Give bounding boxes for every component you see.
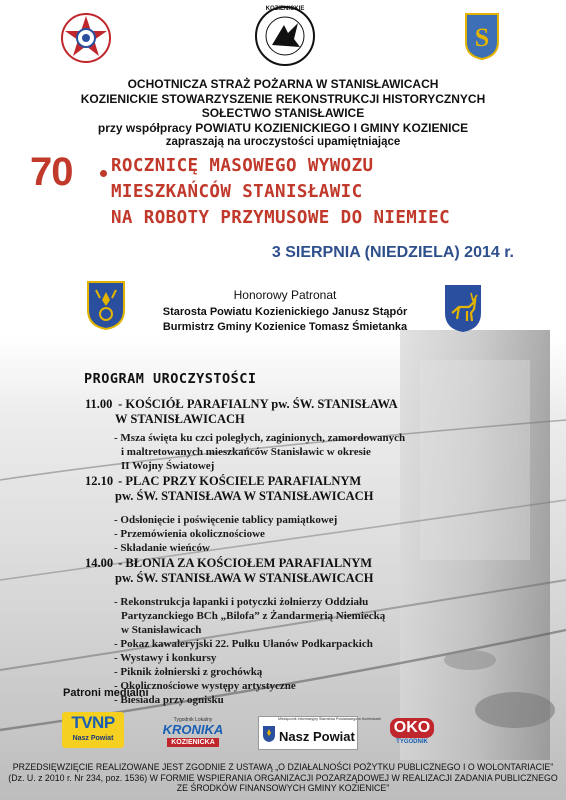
seal-graphic-icon [254,5,316,67]
kronika-kozienicka-logo [162,717,224,749]
event-place: - BŁONIA ZA KOŚCIOŁEM PARAFIALNYM [118,556,373,570]
gmina-shield-letter: S [474,23,490,52]
footer-line-3: ZE ŚRODKÓW FINANSOWYCH GMINY KOZIENICE” [176,783,390,793]
footer-line-2: (Dz. U. z 2010 r. Nr 234, poz. 1536) W FORMIE WSPIERANIA ORGANIZACJI POZARZĄDOWEJ W REALIZACJI ZADANIA PUBLICZNEGO [8,772,558,783]
patron-burmistrz: Burmistrz Gminy Kozienice Tomasz Śmietanka [162,321,408,333]
event-date: 3 SIERPNIA (NIEDZIELA) 2014 r. [271,244,514,261]
list-item: - Składanie wieńców [114,542,210,554]
event-place-sub: W STANISŁAWICACH [115,412,245,426]
list-item: - Okolicznościowe występy artystyczne [114,680,296,692]
invitation-line: zapraszają na uroczystości upamiętniające [165,136,401,148]
list-item: i maltretowanych mieszkańców Stanisławic w okresie [121,446,371,458]
anniversary-title-line-2: MIESZKAŃCÓW STANISŁAWIC [111,182,363,202]
list-item: - Rekonstrukcja łapanki i potyczki żołnierzy Oddziału [114,596,369,608]
organizer-line-3: SOŁECTWO STANISŁAWICE [201,106,365,120]
program-event-1 [85,397,465,473]
anniversary-title-line-1: ROCZNICĘ MASOWEGO WYWOZU [111,156,374,176]
event-items [85,513,465,555]
nasz-powiat-logo [258,716,382,750]
organizer-line-4: przy współpracy POWIATU KOZIENICKIEGO I GMINY KOZIENICE [97,120,469,135]
patron-starosta: Starosta Powiatu Kozienickiego Janusz Stąpór [162,306,408,318]
tvnp-logo-sub: Nasz Powiat [72,735,114,742]
kronika-logo-sub: KOZIENICKA [167,738,219,747]
nasz-powiat-shield-icon [262,725,276,743]
event-place-sub: pw. ŚW. STANISŁAWA W STANISŁAWICACH [115,571,374,585]
nasz-powiat-logo-text: Nasz Powiat [279,729,355,744]
organizers-block [0,77,566,150]
nasz-powiat-logo-top: Miesięcznik Informacyjny Starostwa Powiatowego w Kozienicach [278,717,382,721]
footer-line-1: PRZEDSIĘWZIĘCIE REALIZOWANE JEST ZGODNIE Z USTAWĄ „O DZIAŁALNOŚCI POŻYTKU PUBLICZNEGO I O WOLONTARIACIE” [12,762,554,772]
event-place-sub: pw. ŚW. STANISŁAWA W STANISŁAWICACH [115,489,374,503]
list-item: - Przemówienia okolicznościowe [114,528,265,540]
program-event-2 [85,474,465,555]
event-time: 14.00 [85,556,114,570]
anniversary-number: 70 [30,150,73,194]
event-time: 11.00 [85,397,113,411]
seal-text: KOZIENICKIE [265,6,305,12]
organizer-line-2: KOZIENICKIE STOWARZYSZENIE REKONSTRUKCJI HISTORYCZNYCH [80,91,486,106]
funding-footer [0,762,566,794]
list-item: - Wystawy i konkursy [114,652,217,664]
gmina-shield-icon [464,12,500,60]
event-place: - KOŚCIÓŁ PARAFIALNY pw. ŚW. STANISŁAWA [118,397,398,411]
program-title: PROGRAM UROCZYSTOŚCI [84,371,257,387]
honorary-patronage [150,288,420,335]
event-time: 12.10 [85,474,114,488]
tvnp-logo [62,712,124,748]
media-patrons-label: Patroni medialni [63,687,149,699]
anniversary-title-line-3: NA ROBOTY PRZYMUSOWE DO NIEMIEC [111,208,451,228]
oko-tygodnik-logo [390,718,434,750]
list-item: - Biesiada przy ognisku [114,694,224,706]
anniversary-dot [100,170,107,177]
event-place: - PLAC PRZY KOŚCIELE PARAFIALNYM [118,474,362,488]
list-item: w Stanisławicach [121,624,202,636]
list-item: - Msza święta ku czci poległych, zaginionych, zamordowanych [114,432,406,444]
tvnp-logo-text: TVNP [71,713,115,732]
powiat-coat-of-arms-icon [86,280,126,330]
list-item: II Wojny Światowej [121,460,215,472]
oko-logo-text: OKO [390,718,434,738]
list-item: - Piknik żołnierski z grochówką [114,666,263,678]
list-item: - Pokaz kawaleryjski 22. Pułku Ułanów Podkarpackich [114,638,373,650]
patronage-title: Honorowy Patronat [233,288,337,302]
kronika-logo-text: KRONIKA [162,722,224,737]
gmina-deer-coat-of-arms-icon [443,283,483,333]
list-item: - Odsłonięcie i poświęcenie tablicy pamiątkowej [114,514,338,526]
organizer-line-1: OCHOTNICZA STRAŻ POŻARNA W STANISŁAWICACH [127,77,439,91]
list-item: Partyzanckiego BCh „Bilofa” z Żandarmerią Niemiecką [121,610,386,622]
event-items [85,431,465,473]
oko-logo-sub: TYGODNIK [396,739,428,745]
reconstruction-society-seal [254,5,316,67]
fire-brigade-emblem-icon [60,12,112,64]
program-event-3 [85,556,465,707]
kronika-logo-top: Tygodnik Lokalny [173,717,213,723]
